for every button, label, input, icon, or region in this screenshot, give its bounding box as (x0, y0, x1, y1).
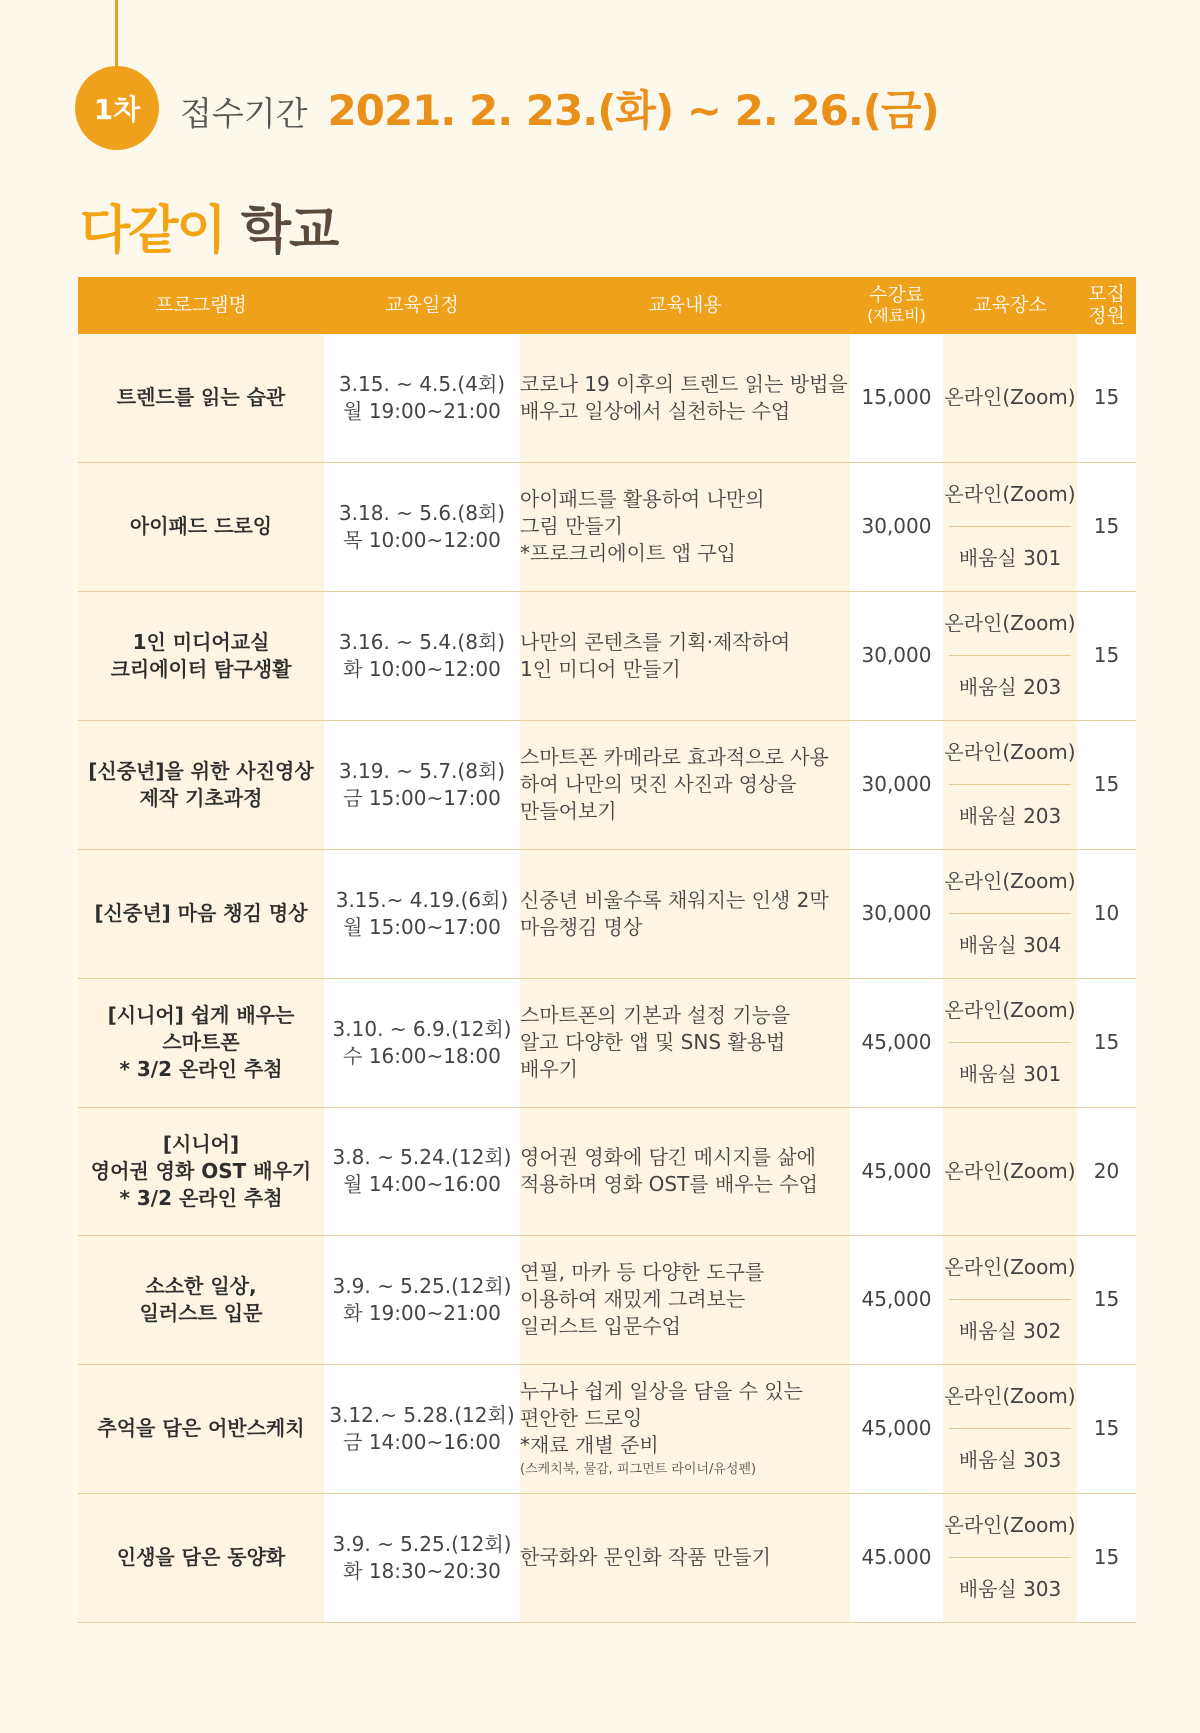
content-line: 알고 다양한 앱 및 SNS 활용법 (520, 1030, 786, 1054)
content-line: *프로크리에이트 앱 구입 (520, 541, 736, 565)
capacity-cell: 15 (1077, 462, 1136, 591)
place-cell (943, 1493, 1077, 1622)
content-cell (520, 1493, 850, 1622)
fee-cell: 30,000 (850, 462, 943, 591)
program-name-line: [신중년]을 위한 사진영상 (88, 758, 314, 783)
content-cell (520, 462, 850, 591)
place-room: 배움실 304 (958, 933, 1062, 958)
table-row (78, 591, 1136, 720)
table-row (78, 720, 1136, 849)
place-room: 배움실 203 (958, 675, 1062, 700)
place-online: 온라인(Zoom) (944, 1158, 1076, 1183)
place-cell (943, 462, 1077, 591)
table-row (78, 978, 1136, 1107)
program-name-line: [신중년] 마음 챙김 명상 (94, 901, 308, 925)
header-capacity-1: 모집 (1088, 282, 1125, 305)
schedule-line: 월 14:00~16:00 (343, 1172, 501, 1196)
place-online: 온라인(Zoom) (944, 1254, 1076, 1279)
content-line: 연필, 마카 등 다양한 도구를 (520, 1260, 765, 1284)
schedule-line: 3.16. ~ 5.4.(8회) (338, 629, 506, 654)
content-line: 하여 나만의 멋진 사진과 영상을 (520, 772, 797, 796)
place-split (943, 979, 1077, 1107)
content-line: 아이패드를 활용하여 나만의 (520, 487, 765, 511)
content-line: 스마트폰 카메라로 효과적으로 사용 (520, 745, 829, 769)
fee-cell: 30,000 (850, 720, 943, 849)
place-online: 온라인(Zoom) (944, 868, 1076, 893)
header-capacity-2: 정원 (1088, 304, 1125, 327)
school-title-part2: 학교 (240, 201, 338, 261)
place-room: 배움실 303 (958, 1448, 1062, 1473)
place-online: 온라인(Zoom) (944, 739, 1076, 764)
school-title (80, 188, 337, 263)
schedule-line: 3.15.~ 4.19.(6회) (335, 887, 509, 912)
program-name-line: 일러스트 입문 (139, 1300, 263, 1325)
program-name-cell (78, 1364, 324, 1493)
program-name-line: 소소한 일상, (145, 1273, 257, 1298)
fee-cell: 15,000 (850, 334, 943, 462)
period-label: 접수기간 (180, 94, 308, 133)
program-name-line: * 3/2 온라인 추첨 (119, 1185, 283, 1210)
schedule-line: 화 18:30~20:30 (343, 1558, 501, 1583)
header-schedule: 교육일정 (324, 277, 520, 334)
place-cell (943, 1235, 1077, 1364)
schedule-line: 3.9. ~ 5.25.(12회) (332, 1273, 512, 1298)
capacity-cell: 15 (1077, 591, 1136, 720)
capacity-cell: 15 (1077, 1493, 1136, 1622)
schedule-line: 화 19:00~21:00 (343, 1300, 501, 1325)
program-name-line: 추억을 담은 어반스케치 (97, 1416, 305, 1440)
schedule-line: 화 10:00~12:00 (343, 656, 501, 681)
table-body (78, 334, 1136, 1622)
place-room: 배움실 302 (958, 1319, 1062, 1344)
header-program: 프로그램명 (78, 277, 324, 334)
schedule-line: 3.10. ~ 6.9.(12회) (332, 1016, 512, 1041)
content-cell (520, 978, 850, 1107)
content-line: 배우고 일상에서 실천하는 수업 (520, 398, 791, 423)
program-name-line: 트렌드를 읽는 습관 (116, 385, 286, 410)
program-name-line: 영어권 영화 OST 배우기 (90, 1158, 312, 1183)
capacity-cell: 15 (1077, 1364, 1136, 1493)
program-name-cell (78, 334, 324, 462)
school-title-part1: 다같이 (80, 201, 225, 261)
place-cell (943, 978, 1077, 1107)
place-cell (943, 1364, 1077, 1493)
content-cell (520, 849, 850, 978)
program-table (78, 277, 1136, 1623)
header-capacity (1077, 277, 1136, 334)
table-row (78, 334, 1136, 462)
content-cell (520, 720, 850, 849)
schedule-line: 3.19. ~ 5.7.(8회) (338, 758, 506, 783)
schedule-line: 금 15:00~17:00 (343, 785, 501, 810)
schedule-cell (324, 591, 520, 720)
fee-cell: 45,000 (850, 1107, 943, 1235)
schedule-line: 수 16:00~18:00 (343, 1043, 501, 1068)
place-online: 온라인(Zoom) (944, 1512, 1076, 1537)
program-name-cell (78, 1107, 324, 1235)
content-line: 편안한 드로잉 (520, 1406, 643, 1431)
content-line: 만들어보기 (520, 799, 617, 823)
capacity-cell: 10 (1077, 849, 1136, 978)
place-split (943, 721, 1077, 849)
place-split (943, 463, 1077, 591)
place-room: 배움실 203 (958, 804, 1062, 829)
content-cell (520, 1107, 850, 1235)
program-name-line: 제작 기초과정 (139, 785, 263, 810)
fee-cell: 45,000 (850, 1364, 943, 1493)
schedule-cell (324, 849, 520, 978)
header-fee-sub: (재료비) (867, 306, 926, 326)
program-name-line: 크리에이터 탐구생활 (110, 656, 292, 681)
fee-cell: 45,000 (850, 1235, 943, 1364)
place-online: 온라인(Zoom) (944, 481, 1076, 506)
program-name-cell (78, 720, 324, 849)
place-split (943, 592, 1077, 720)
place-split (943, 1365, 1077, 1493)
round-badge: 1차 (75, 66, 159, 150)
program-name-cell (78, 1493, 324, 1622)
capacity-cell: 15 (1077, 978, 1136, 1107)
capacity-cell: 15 (1077, 1235, 1136, 1364)
fee-cell: 30,000 (850, 849, 943, 978)
schedule-cell (324, 1364, 520, 1493)
content-line: 적용하며 영화 OST를 배우는 수업 (520, 1172, 818, 1196)
header-fee (850, 277, 943, 334)
schedule-line: 3.8. ~ 5.24.(12회) (332, 1145, 512, 1169)
place-room: 배움실 301 (958, 546, 1062, 571)
place-online: 온라인(Zoom) (944, 997, 1076, 1022)
content-note: (스케치북, 물감, 피그먼트 라이너/유성펜) (520, 1462, 757, 1478)
table-row (78, 1235, 1136, 1364)
table-header-row (78, 277, 1136, 334)
capacity-cell: 15 (1077, 720, 1136, 849)
program-name-cell (78, 462, 324, 591)
content-line: 영어권 영화에 담긴 메시지를 삶에 (520, 1145, 816, 1169)
content-line: 누구나 쉽게 일상을 담을 수 있는 (520, 1379, 803, 1404)
table-row (78, 1493, 1136, 1622)
place-room: 배움실 303 (958, 1577, 1062, 1602)
content-line: 일러스트 입문수업 (520, 1314, 681, 1338)
content-cell (520, 591, 850, 720)
content-line: *재료 개별 준비 (520, 1433, 659, 1458)
content-line: 한국화와 문인화 작품 만들기 (520, 1545, 771, 1569)
place-online: 온라인(Zoom) (944, 610, 1076, 635)
schedule-line: 금 14:00~16:00 (343, 1429, 501, 1454)
table-row (78, 849, 1136, 978)
header-place: 교육장소 (943, 277, 1077, 334)
fee-cell: 45,000 (850, 978, 943, 1107)
place-room: 배움실 301 (958, 1062, 1062, 1087)
schedule-cell (324, 334, 520, 462)
program-name-line: [시니어] (162, 1131, 240, 1156)
content-cell (520, 1235, 850, 1364)
schedule-cell (324, 720, 520, 849)
table-row (78, 462, 1136, 591)
program-name-line: * 3/2 온라인 추첨 (119, 1057, 283, 1081)
content-line: 신중년 비울수록 채워지는 인생 2막 (520, 887, 829, 912)
header-content: 교육내용 (520, 277, 850, 334)
program-name-cell (78, 849, 324, 978)
content-cell (520, 1364, 850, 1493)
content-line: 나만의 콘텐츠를 기획·제작하여 (520, 629, 791, 654)
program-name-line: 인생을 담은 동양화 (116, 1545, 286, 1569)
place-cell (943, 720, 1077, 849)
program-name-line: 스마트폰 (162, 1030, 240, 1054)
program-name-cell (78, 591, 324, 720)
schedule-line: 월 19:00~21:00 (343, 398, 501, 423)
place-cell (943, 591, 1077, 720)
program-name-cell (78, 1235, 324, 1364)
place-online: 온라인(Zoom) (944, 1383, 1076, 1408)
capacity-cell: 20 (1077, 1107, 1136, 1235)
program-name-cell (78, 978, 324, 1107)
content-line: 그림 만들기 (520, 514, 623, 538)
schedule-line: 3.15. ~ 4.5.(4회) (338, 371, 506, 396)
content-line: 마음챙김 명상 (520, 914, 643, 939)
schedule-line: 3.18. ~ 5.6.(8회) (338, 500, 506, 525)
schedule-cell (324, 978, 520, 1107)
place-cell (943, 334, 1077, 462)
place-cell (943, 1107, 1077, 1235)
capacity-cell: 15 (1077, 334, 1136, 462)
schedule-cell (324, 1235, 520, 1364)
program-name-line: [시니어] 쉽게 배우는 (107, 1003, 295, 1027)
place-cell (943, 849, 1077, 978)
header-fee-label: 수강료 (868, 284, 925, 307)
program-name-line: 1인 미디어교실 (132, 629, 270, 654)
place-online: 온라인(Zoom) (944, 385, 1076, 410)
place-split (943, 1236, 1077, 1364)
table-row (78, 1107, 1136, 1235)
schedule-line: 목 10:00~12:00 (343, 527, 501, 552)
schedule-cell (324, 1493, 520, 1622)
content-line: 이용하여 재밌게 그려보는 (520, 1287, 746, 1311)
content-cell (520, 334, 850, 462)
schedule-line: 3.9. ~ 5.25.(12회) (332, 1531, 512, 1556)
place-split (943, 850, 1077, 978)
fee-cell: 30,000 (850, 591, 943, 720)
program-name-line: 아이패드 드로잉 (129, 514, 273, 538)
schedule-cell (324, 1107, 520, 1235)
content-line: 스마트폰의 기본과 설정 기능을 (520, 1003, 791, 1027)
application-period (180, 78, 939, 138)
place-split (943, 1494, 1077, 1622)
content-line: 배우기 (520, 1057, 578, 1081)
period-dates: 2021. 2. 23.(화) ~ 2. 26.(금) (327, 86, 939, 135)
schedule-line: 월 15:00~17:00 (343, 914, 501, 939)
fee-cell: 45.000 (850, 1493, 943, 1622)
schedule-line: 3.12.~ 5.28.(12회) (329, 1402, 515, 1427)
content-line: 1인 미디어 만들기 (520, 656, 681, 681)
table-row (78, 1364, 1136, 1493)
schedule-cell (324, 462, 520, 591)
content-line: 코로나 19 이후의 트렌드 읽는 방법을 (520, 371, 848, 396)
